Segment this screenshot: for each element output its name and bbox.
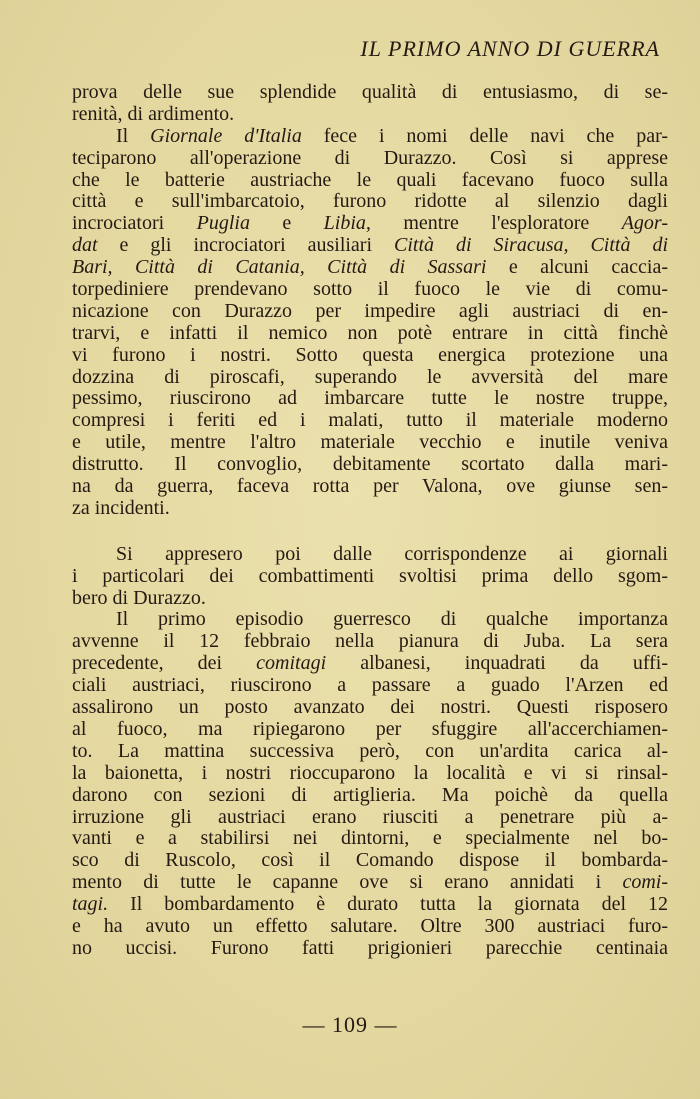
text-line — [72, 719, 668, 741]
text-run: renità, di ardimento. — [72, 102, 235, 125]
text-run: vanti e a stabilirsi nei dintorni, e specialmente nel bo- — [72, 827, 668, 850]
italic-run: Giornale d'Italia — [150, 124, 302, 147]
text-run: la baionetta, i nostri rioccuparono la località e vi si rinsal- — [72, 761, 668, 784]
text-run: to. La mattina successiva però, con un'ardita carica al- — [72, 739, 668, 762]
text-run: Il primo episodio guerresco di qualche importanza — [116, 608, 668, 631]
text-run: e gli incrociatori ausiliari — [97, 234, 394, 257]
italic-run: comitagi — [256, 652, 327, 675]
text-run: e alcuni caccia- — [486, 256, 668, 279]
text-line — [72, 148, 668, 170]
text-run: città e sull'imbarcatoio, furono ridotte al silenzio dagli — [72, 190, 668, 213]
text-line — [72, 235, 668, 257]
text-line — [72, 126, 668, 148]
text-line — [72, 653, 668, 675]
text-line — [72, 631, 668, 653]
text-run: irruzione gli austriaci erano riusciti a penetrare più a- — [72, 805, 668, 828]
text-run: bero di Durazzo. — [72, 586, 206, 609]
body-text — [72, 82, 668, 960]
text-line — [72, 498, 668, 520]
text-line — [72, 257, 668, 279]
text-line — [72, 170, 668, 192]
text-line — [72, 872, 668, 894]
text-line — [72, 850, 668, 872]
text-run: vi furono i nostri. Sotto questa energica protezione una — [72, 343, 668, 366]
text-line — [72, 345, 668, 367]
text-run: e utile, mentre l'altro materiale vecchio e inutile veniva — [72, 431, 668, 454]
text-line — [72, 588, 668, 610]
text-line — [72, 191, 668, 213]
text-line — [72, 697, 668, 719]
text-run: darono con sezioni di artiglieria. Ma poichè da quella — [72, 783, 668, 806]
page-number: — 109 — — [302, 1012, 398, 1037]
text-run: teciparono all'operazione di Durazzo. Così si apprese — [72, 146, 668, 169]
text-run: al fuoco, ma ripiegarono per sfuggire all'accerchiamen- — [72, 717, 668, 740]
text-line — [72, 388, 668, 410]
italic-run: tagi. — [72, 893, 109, 916]
italic-run: Città di Siracusa, Città di — [394, 234, 669, 257]
text-line — [72, 432, 668, 454]
text-run: i particolari dei combattimenti svoltisi prima dello sgom- — [72, 564, 668, 587]
text-line — [72, 785, 668, 807]
text-run: e — [249, 212, 324, 235]
italic-run: dat — [72, 234, 98, 257]
text-run: avvenne il 12 febbraio nella pianura di Juba. La sera — [72, 630, 668, 653]
text-line — [72, 741, 668, 763]
text-line — [72, 279, 668, 301]
text-run: compresi i feriti ed i malati, tutto il materiale moderno — [72, 409, 668, 432]
text-run: nicazione con Durazzo per impedire agli austriaci di en- — [72, 299, 668, 322]
text-line — [72, 566, 668, 588]
text-line — [72, 367, 668, 389]
text-line — [72, 938, 668, 960]
italic-run: comi- — [622, 871, 668, 894]
text-line — [72, 763, 668, 785]
text-run: precedente, dei — [72, 652, 257, 675]
text-run: trarvi, e infatti il nemico non potè entrare in città finchè — [72, 321, 668, 344]
section-gap — [72, 520, 668, 544]
text-run: sco di Ruscolo, così il Comando dispose il bombarda- — [72, 849, 668, 872]
text-run: prova delle sue splendide qualità di entusiasmo, di se- — [72, 81, 668, 103]
running-head: IL PRIMO ANNO DI GUERRA — [360, 36, 660, 61]
text-run: distrutto. Il convoglio, debitamente scortato dalla mari- — [72, 453, 668, 476]
text-line — [72, 544, 668, 566]
text-line — [72, 807, 668, 829]
text-line — [72, 454, 668, 476]
text-run: pessimo, riuscirono ad imbarcare tutte le nostre truppe, — [72, 387, 668, 410]
text-run: che le batterie austriache le quali facevano fuoco sulla — [72, 168, 668, 191]
text-line — [72, 410, 668, 432]
text-line — [72, 916, 668, 938]
italic-run: Agor- — [621, 212, 668, 235]
italic-run: Bari, Città di Catania, Città di Sassari — [72, 256, 487, 279]
text-line — [72, 301, 668, 323]
text-run: ciali austriaci, riuscirono a passare a guado l'Arzen ed — [72, 674, 668, 697]
text-run: incrociatori — [72, 212, 197, 235]
text-run: albanesi, inquadrati da uffi- — [326, 652, 668, 675]
text-line — [72, 213, 668, 235]
text-run: mentre l'esploratore — [370, 212, 622, 235]
text-run: torpediniere prendevano sotto il fuoco le vie di comu- — [72, 278, 668, 301]
text-run: na da guerra, faceva rotta per Valona, ove giunse sen- — [72, 475, 668, 498]
text-run: assalirono un posto avanzato dei nostri. Questi risposero — [72, 696, 668, 719]
text-line — [72, 82, 668, 104]
text-line — [72, 675, 668, 697]
text-run: mento di tutte le capanne ove si erano annidati i — [72, 871, 623, 894]
text-line — [72, 323, 668, 345]
text-run: za incidenti. — [72, 496, 170, 519]
text-run: e ha avuto un effetto salutare. Oltre 300 austriaci furo- — [72, 914, 668, 937]
text-line — [72, 828, 668, 850]
text-run: Si appresero poi dalle corrispondenze ai giornali — [116, 542, 668, 565]
text-line — [72, 894, 668, 916]
text-run: fece i nomi delle navi che par- — [301, 124, 669, 147]
text-line — [72, 476, 668, 498]
text-run: dozzina di piroscafi, superando le avversità del mare — [72, 365, 668, 388]
text-run: Il bombardamento è durato tutta la giornata del 12 — [108, 893, 668, 916]
text-line — [72, 104, 668, 126]
italic-run: Puglia — [196, 212, 250, 235]
text-run: Il — [116, 124, 151, 147]
italic-run: Libia, — [323, 212, 371, 235]
text-run: no uccisi. Furono fatti prigionieri parecchie centinaia — [72, 936, 668, 959]
text-line — [72, 609, 668, 631]
